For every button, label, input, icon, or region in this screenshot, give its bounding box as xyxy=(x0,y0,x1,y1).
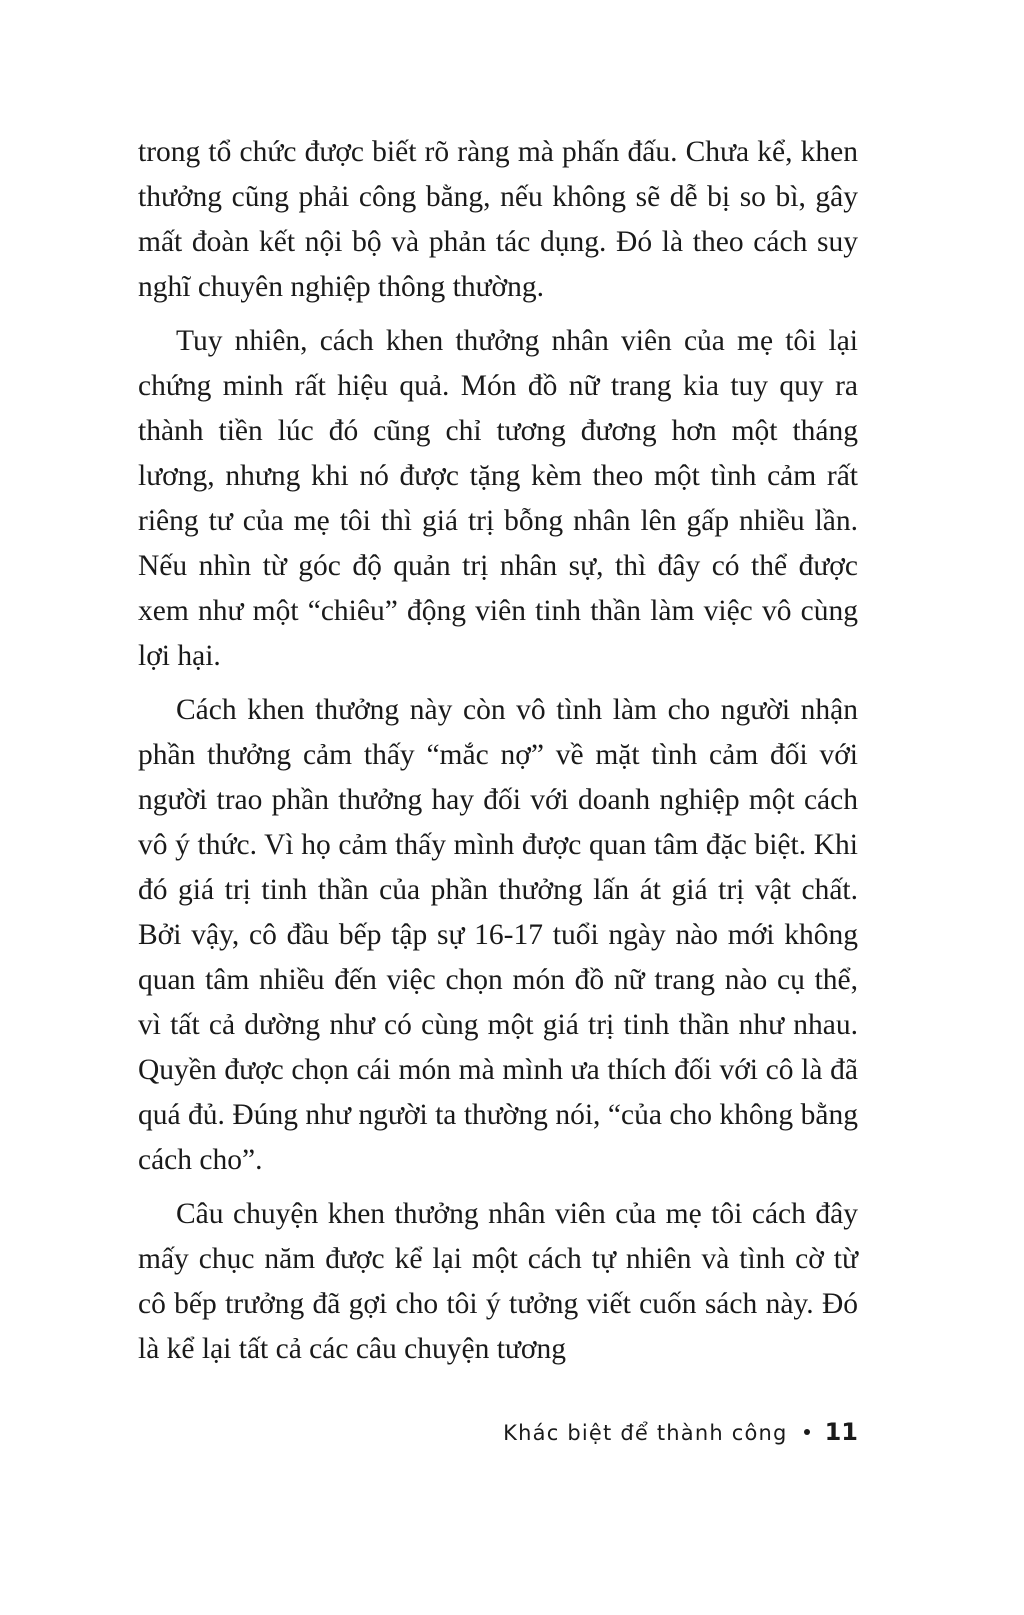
body-text xyxy=(138,130,858,1381)
bullet-separator-icon xyxy=(804,1429,810,1435)
paragraph-1: trong tổ chức được biết rõ ràng mà phấn đấu. Chưa kể, khen thưởng cũng phải công bằng, nếu không sẽ dễ bị so bì, gây mất đoàn kết nội bộ và phản tác dụng. Đó là theo cách suy nghĩ chuyên nghiệp thông thường. xyxy=(138,136,858,303)
running-footer-title: Khác biệt để thành công xyxy=(503,1421,788,1445)
paragraph-4: Câu chuyện khen thưởng nhân viên của mẹ tôi cách đây mấy chục năm được kể lại một cách tự nhiên và tình cờ từ cô bếp trưởng đã gợi cho tôi ý tưởng viết cuốn sách này. Đó là kể lại tất cả các câu chuyện tương xyxy=(138,1198,858,1365)
page-number: 11 xyxy=(824,1418,858,1446)
paragraph-2: Tuy nhiên, cách khen thưởng nhân viên của mẹ tôi lại chứng minh rất hiệu quả. Món đồ nữ trang kia tuy quy ra thành tiền lúc đó cũng chỉ tương đương hơn một tháng lương, nhưng khi nó được tặng kèm theo một tình cảm rất riêng tư của mẹ tôi thì giá trị bỗng nhân lên gấp nhiều lần. Nếu nhìn từ góc độ quản trị nhân sự, thì đây có thể được xem như một “chiêu” động viên tinh thần làm việc vô cùng lợi hại. xyxy=(138,325,858,672)
page-footer xyxy=(400,1418,858,1446)
paragraph-3: Cách khen thưởng này còn vô tình làm cho người nhận phần thưởng cảm thấy “mắc nợ” về mặt tình cảm đối với người trao phần thưởng hay đối với doanh nghiệp một cách vô ý thức. Vì họ cảm thấy mình được quan tâm đặc biệt. Khi đó giá trị tinh thần của phần thưởng lấn át giá trị vật chất. Bởi vậy, cô đầu bếp tập sự 16-17 tuổi ngày nào mới không quan tâm nhiều đến việc chọn món đồ nữ trang nào cụ thể, vì tất cả dường như có cùng một giá trị tinh thần như nhau. Quyền được chọn cái món mà mình ưa thích đối với cô là đã quá đủ. Đúng như người ta thường nói, “của cho không bằng cách cho”. xyxy=(138,694,858,1176)
